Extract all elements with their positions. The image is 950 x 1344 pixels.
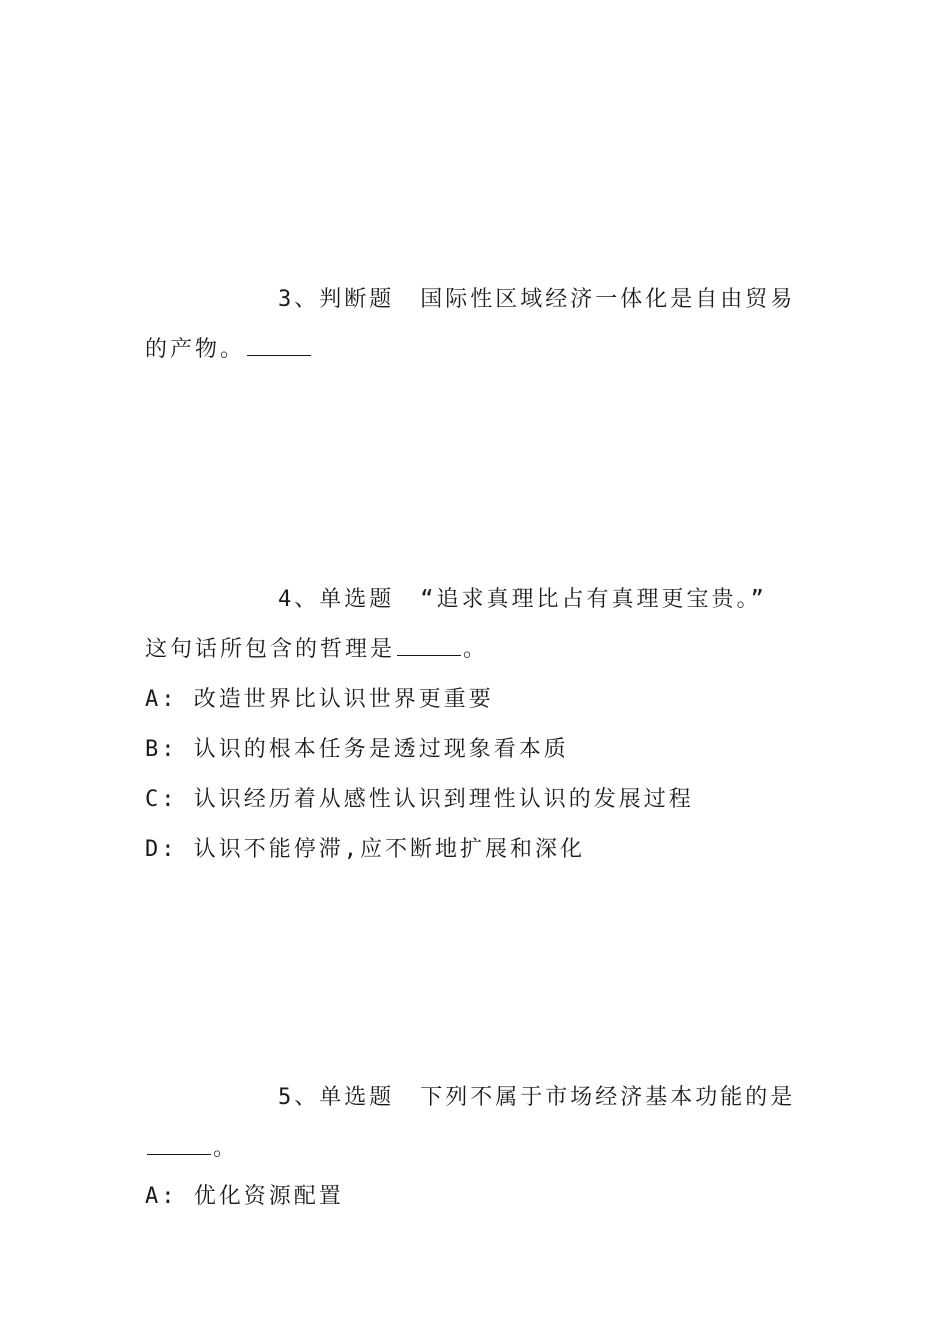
question-5-stem-line1: 下列不属于市场经济基本功能的是	[420, 1085, 796, 1110]
question-5-header	[278, 1082, 810, 1114]
question-4-option-a	[145, 684, 810, 716]
question-4-header	[278, 584, 810, 616]
question-4-option-c	[145, 784, 810, 816]
option-text: 改造世界比认识世界更重要	[193, 687, 494, 712]
question-5-option-a	[145, 1181, 810, 1213]
question-3-number: 3、	[278, 287, 320, 312]
option-letter: C:	[145, 787, 178, 812]
question-4-option-b	[145, 734, 810, 766]
question-3-stem-continuation	[145, 334, 810, 366]
question-3-stem-line1: 国际性区域经济一体化是自由贸易	[420, 287, 796, 312]
question-4-stem-line1: “追求真理比占有真理更宝贵。”	[420, 587, 767, 612]
question-3-type: 判断题	[319, 287, 395, 312]
question-3-stem-line2: 的产物。	[145, 337, 246, 362]
question-5-type: 单选题	[319, 1085, 395, 1110]
question-4-number: 4、	[278, 587, 320, 612]
question-4-stem-line2: 这句话所包含的哲理是	[145, 637, 396, 662]
question-3-header	[278, 284, 810, 316]
question-4-stem-tail: 。	[463, 637, 489, 662]
question-4-stem-continuation	[145, 634, 810, 666]
question-4-option-d	[145, 834, 810, 866]
option-text: 优化资源配置	[193, 1184, 344, 1209]
answer-blank	[397, 637, 461, 656]
answer-blank	[147, 1136, 211, 1155]
option-text: 认识的根本任务是透过现象看本质	[193, 737, 569, 762]
question-5-number: 5、	[278, 1085, 320, 1110]
option-letter: B:	[145, 737, 178, 762]
option-letter: A:	[145, 687, 178, 712]
question-5-stem-tail: 。	[213, 1136, 239, 1161]
answer-blank	[247, 337, 311, 356]
option-text: 认识不能停滞,应不断地扩展和深化	[193, 837, 585, 862]
option-letter: D:	[145, 837, 178, 862]
option-text: 认识经历着从感性认识到理性认识的发展过程	[193, 787, 694, 812]
option-letter: A:	[145, 1184, 178, 1209]
question-4-type: 单选题	[319, 587, 395, 612]
question-5-stem-continuation	[145, 1133, 810, 1165]
